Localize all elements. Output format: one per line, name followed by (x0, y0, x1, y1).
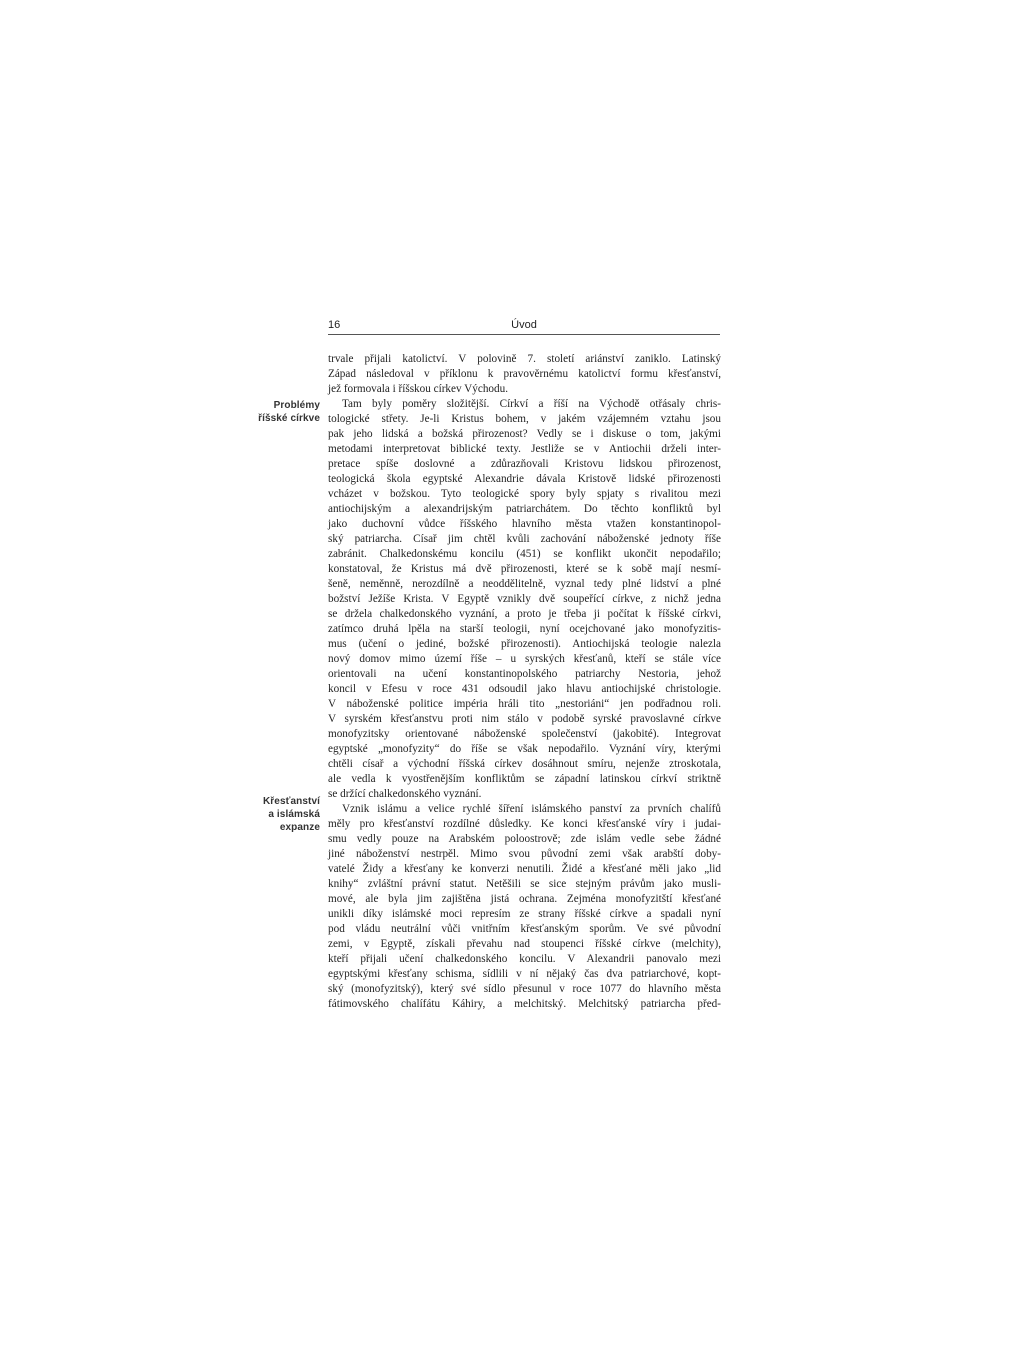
text-line: Západ následoval v příklonu k pravověrnému katolictví formu křesťanství, (328, 368, 721, 380)
margin-note-2 (200, 795, 320, 834)
text-line: zabránit. Chalkedonskému koncilu (451) se konflikt ukončit nepodařilo; (328, 548, 721, 560)
text-line: chtěli císař a východní říšská církev dosáhnout smíru, nejenže ztroskotala, (328, 758, 721, 770)
text-line: vcházet v božskou. Tyto teologické spory byly spjaty s rivalitou mezi (328, 488, 721, 500)
text-line: mus (učení o jediné, božské přirozenosti). Antiochijská teologie nalezla (328, 638, 721, 650)
text-line: božství Ježíše Krista. V Egyptě vznikly dvě soupeřící církve, z nichž jedna (328, 593, 721, 605)
text-line: jako duchovní vůdce říšského hlavního města vtažen konstantinopol- (328, 518, 721, 530)
text-line: smu vedly pouze na Arabském poloostrově; zde islám vedle sebe žádné (328, 833, 721, 845)
text-line: V syrském křesťanstvu proti nim stálo v podobě syrské pravoslavné církve (328, 713, 721, 725)
text-line: monofyzitsky orientované náboženské společenství (jakobité). Integrovat (328, 728, 721, 740)
text-line: zatímco druhá lpěla na starší teologii, nyní ocejchované jako monofyzitis- (328, 623, 721, 635)
text-line: V náboženské politice impéria hráli tito „nestoriáni“ jen podřadnou roli. (328, 698, 721, 710)
text-line: egyptské „monofyzity“ do říše se však nepodařilo. Vyznání víry, kterými (328, 743, 721, 755)
text-line: ský patriarcha. Císař jim chtěl kvůli zachování náboženské jednoty říše (328, 533, 721, 545)
text-line: egyptskými křesťany schisma, sídlili v ní nějaký čas dva patriarchové, kopt- (328, 968, 721, 980)
margin-note-line: říšské církve (258, 413, 320, 424)
text-line: se držela chalkedonského vyznání, a proto je třeba ji počítat k říšské církvi, (328, 608, 721, 620)
body-text (328, 352, 721, 1012)
text-line: pod vládu neutrální vůči vnitřním křesťanským sporům. Ve své původní (328, 923, 721, 935)
text-line: koncil v Efesu v roce 431 odsoudil jako hlavu antiochijské christologie. (328, 683, 721, 695)
text-line: tologické střety. Je-li Kristus bohem, v jakém vzájemném vztahu jsou (328, 413, 721, 425)
text-line: vatelé Židy a křesťany ke konverzi nenutili. Židé a křesťané měli jako „lid (328, 863, 721, 875)
text-line: šeně, neměnně, nerozdílně a neoddělitelně, vyznal tedy plné lidství a plné (328, 578, 721, 590)
text-line: trvale přijali katolictví. V polovině 7. století ariánství zaniklo. Latinský (328, 353, 721, 365)
page-number: 16 (328, 319, 341, 331)
text-line: Vznik islámu a velice rychlé šíření islámského panství za prvních chalífů (342, 803, 721, 815)
text-line: kteří přijali učení chalkedonského koncilu. V Alexandrii panovalo mezi (328, 953, 721, 965)
text-line: Tam byly poměry složitější. Církví a říší na Východě otřásaly chris- (342, 398, 721, 410)
text-line: mové, ale byla jim zajištěna jistá ochrana. Zejména monofyzitští křesťané (328, 893, 721, 905)
text-line: orientovali na učení konstantinopolského patriarchy Nestoria, jehož (328, 668, 721, 680)
text-line: pak jeho lidská a božská přirozenost? Vedly se i diskuse o tom, jakými (328, 428, 721, 440)
text-line: ale vedla k vyostřenějším konfliktům se západní latinskou církví striktně (328, 773, 721, 785)
text-line: metodami interpretovat biblické texty. Jestliže se v Antiochii drželi inter- (328, 443, 721, 455)
text-line: teologická škola egyptské Alexandrie dávala Kristově lidské přirozenosti (328, 473, 721, 485)
page-header (328, 318, 720, 335)
text-line: konstatoval, že Kristus má dvě přirozenosti, které se k sobě mají nesmí- (328, 563, 721, 575)
margin-note-line: Křesťanství (262, 796, 320, 807)
text-line: ský (monofyzitský), který své sídlo přesunul v roce 1077 do hlavního města (328, 983, 721, 995)
text-line: jiné náboženství nestrpěl. Mimo svou původní zemi však arabští doby- (328, 848, 721, 860)
margin-note-line: Problémy (273, 400, 320, 411)
running-title: Úvod (511, 319, 537, 331)
text-line: knihy“ zvláštní právní statut. Netěšili se sice stejným právům jako musli- (328, 878, 721, 890)
margin-note-1 (200, 399, 320, 425)
text-line: unikli díky islámské moci represím ze strany říšské církve a spadali nyní (328, 908, 721, 920)
text-line: měly pro křesťanství rozdílné důsledky. Ke konci křesťanské víry i judai- (328, 818, 721, 830)
text-line: nový domov mimo území říše – u syrských křesťanů, kteří se stále více (328, 653, 721, 665)
text-line: pretace spíše doslovné a zdůrazňovali Kristovu lidskou přirozenost, (328, 458, 721, 470)
margin-note-line: expanze (279, 822, 320, 833)
text-line: jež formovala i říšskou církev Východu. (328, 383, 508, 395)
text-line: zemi, v Egyptě, získali převahu nad stoupenci říšské církve (melchity), (328, 938, 721, 950)
text-line: antiochijským a alexandrijským patriarchátem. Do těchto konfliktů byl (328, 503, 721, 515)
text-line: fátimovského chalífátu Káhiry, a melchitský. Melchitský patriarcha před- (328, 998, 721, 1010)
margin-note-line: a islámská (268, 809, 320, 820)
text-line: se držící chalkedonského vyznání. (328, 788, 482, 800)
